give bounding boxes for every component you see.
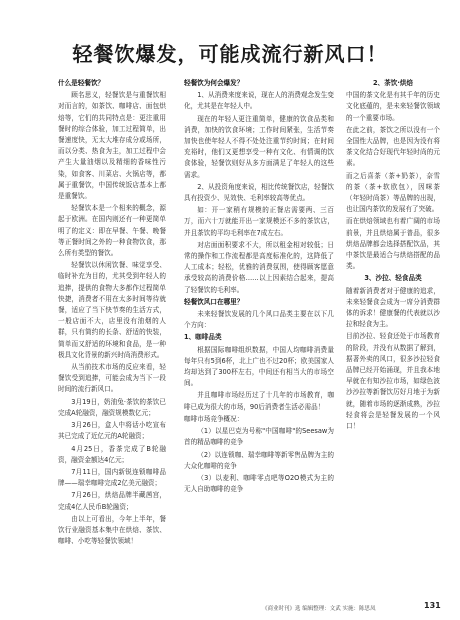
paragraph: 3月26日，盒人中将话小吃宣布其已完成了近亿元的A轮融资； (58, 421, 166, 441)
paragraph: 根据国际咖啡组织数据，中国人均咖啡消费量每年只有5到6杯，北上广也不过20杯；欧美国家人均却达到了300杯左右，中间还有相当大的市场空间。 (184, 345, 334, 388)
paragraph: 7月11日，国内新锐连锁咖啡品牌——瑞幸咖啡完成2亿美元融资； (58, 467, 166, 488)
page-title: 轻餐饮爆发，可能成流行新风口！ (72, 42, 388, 66)
subheading: 1、咖啡品类 (184, 333, 222, 342)
paragraph: 2、从投资角度来说，相比传统餐饮店，轻餐饮具有投资少、见效快、毛利率较高等优点。 (184, 182, 334, 203)
column-left (58, 78, 166, 548)
paragraph: 未来轻餐饮发展的几个风口品类主要在以下几个方向： (184, 310, 334, 330)
paragraph: 7月26日，烘焙品牌半藏茜宫，完成4亿人民币B轮融资； (58, 491, 166, 511)
paragraph: 从当前技术市场的反应来看，轻餐饮受到追捧，可能会成为当下一段时间的流行新风口。 (58, 363, 166, 394)
paragraph: 目前沙拉、轻食还处于市场教育的阶段，并没有从数据了解到，据著外卖的风口，很多沙拉轻食品牌已经开始涌现，并且我本地早就在有知沙拉市场，如绿色波沙沙拉等新餐饮厉好月地于为新就，随着市场的逐渐成熟，沙拉轻食将会是轻餐发展的一个风口！ (346, 332, 440, 431)
paragraph: 而在烘焙领域也有着广阔的市场前景，并且烘焙属于普品，很多烘焙品牌都会选择搭配饮品，其中茶饮是最适合与烘焙搭配的品类。 (346, 217, 440, 271)
paragraph: 咖啡市场竞争概况： (184, 414, 244, 423)
paragraph: 并且咖啡市场经历过了十几年的市场教育，咖啡已成为很大的市场，90后消费者生活必需品！ (184, 391, 334, 411)
paragraph: 而之后喜茶（茶+奶茶），奈雪的茶（茶+软欧包），因咪茶（年轻时尚茶）等品牌的出现，也让国内茶饮的发展有了突破。 (346, 171, 440, 214)
paragraph: （2）以连锁咖、瑞幸咖啡等新零售品牌为主的大众化咖啡的竞争 (184, 450, 334, 470)
section-heading: 轻餐饮风口在哪里？ (184, 297, 244, 306)
paragraph: 3月19日，奶油兔·茶饮的茶饮已完成A轮融资，融资规模数亿元； (58, 397, 166, 417)
subheading: 2、茶饮·烘焙 (372, 79, 414, 87)
paragraph: 在此之前，茶饮之所以没有一个全国性大品牌，也是因为没有将茶文化结合好现代年轻时尚的元素。 (346, 125, 440, 168)
paragraph: （3）以麦利、咖啡零点吧等O2O模式为主的无人自助咖啡的竞争 (184, 473, 334, 494)
paragraph: 中国的茶文化是有其千年的历史文化底蕴的，是未来轻餐饮领域的一个重要市场。 (346, 91, 440, 122)
paragraph: 轻餐饮本是一个相来的概念，源起于欧洲。在国内则还有一种更简单明了的定义：即在早餐、午餐、晚餐等正餐时间之外的一种食物饮食，那么所有类型的餐饮。 (58, 204, 166, 258)
paragraph: 随着新消费者对于健康的追求，未来轻餐食会成为一席分消费群体的诉求！健康餐的代表就以沙拉和轻食为主。 (346, 286, 440, 329)
paragraph: （1）以星巴克为号称"中国咖啡"的Seesaw为首的精品咖啡的竞争 (184, 427, 334, 447)
section-heading: 什么是轻餐饮？ (58, 79, 105, 87)
section-heading: 轻餐饮为何会爆发？ (184, 79, 244, 87)
paragraph: 对店面面积要求不大，所以租金相对较低；日常的操作和工作流程都是高度标准化的，这降低了人工成本；轻松，优雅的消费氛围，使得顾客愿意承受较高的消费价格……以上因素结合起来，提高了轻餐饮的毛利率。 (184, 240, 334, 294)
paragraph: 顾名思义，轻餐饮是与重餐饮相对而言的，如茶饮、咖啡店、面包烘焙等，它们的共同特点是：更注重用餐时的综合体验，加工过程简单，出餐速度快，无太大堆存成分或场所，而以分类、热食为主，加工过程中会产生大量油烟以及精细的香味性污染，如食客、川菜店、火锅店等，都属于重餐饮，中国传统饭店基本上都是重餐饮。 (58, 91, 166, 201)
paragraph: 如：开一家稍有规模的正餐店需要两、三百万，而六十万就能开出一家规模还不多的茶饮店，并且茶饮的平均毛利率在7成左右。 (184, 206, 334, 237)
paragraph: 1、从消费来度来说，现在人的消费观念发生变化，尤其是在年轻人中。 (184, 91, 334, 111)
paragraph: 轻餐饮以休闲饮餐、味觉享受、临时补充为目的，尤其受到年轻人的追捧，提供的食物大多都作过程简单快捷，消费者不用在太多时间等待就餐，适应了当下快节奏的生活方式，一般店面不大，店里没有油烟的人群，只有简约的长条、舒适的快装，简单而又舒适的环境和食品，是一种极具文化背景的新兴时尚消费形式。 (58, 261, 166, 359)
subheading: 3、沙拉、轻食品类 (364, 274, 422, 283)
page-number: 131 (424, 601, 441, 610)
paragraph: 由以上可看出，今年上半年，餐饮行业融资基本集中在烘焙、茶饮、咖啡、小吃等轻餐饮领域！ (58, 514, 166, 546)
paragraph: 现在的年轻人更注重简单，健康的饮食品类和消费，加快的饮食环境；工作时间紧张，生活节奏加快也使年轻人不得不处处注重节约时间；在时间充裕时，他们又更想享受一种有文化、有情调的饮食体验，轻餐饮则好从多方面满足了年轻人的这些需求。 (184, 114, 334, 179)
column-right (346, 78, 440, 433)
column-middle (184, 78, 334, 496)
footer-credit: 《商业时刊》选 编辑整理：文武 实施：陈思凤 (262, 606, 376, 612)
paragraph: 4月25日，香茶完成了B轮融资，融资金额达4亿元； (58, 444, 166, 464)
